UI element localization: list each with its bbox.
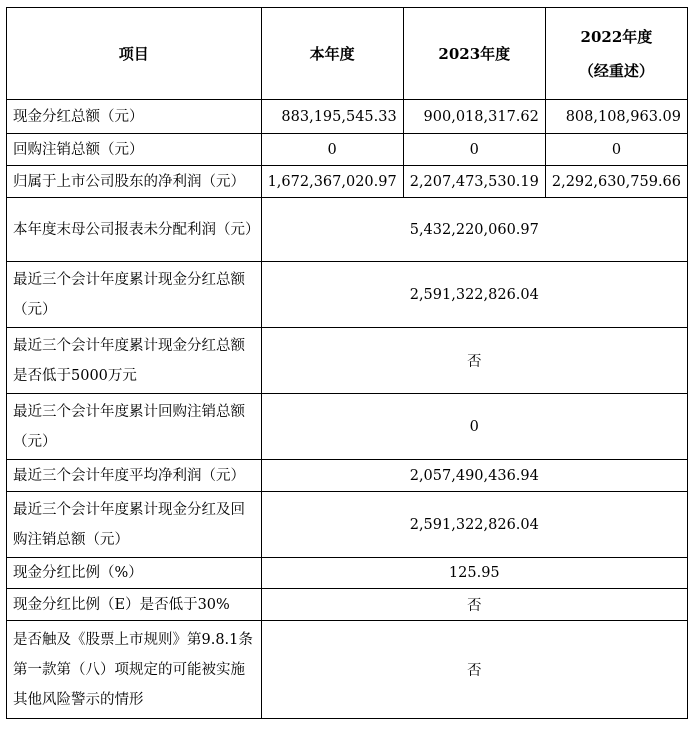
merged-value: 否 <box>261 328 687 394</box>
header-2023: 2023年度 <box>403 8 545 100</box>
row-label: 本年度末母公司报表未分配利润（元） <box>7 198 262 262</box>
table-row <box>7 460 688 492</box>
merged-value: 2,591,322,826.04 <box>261 492 687 558</box>
row-label: 归属于上市公司股东的净利润（元） <box>7 166 262 198</box>
merged-value: 否 <box>261 621 687 719</box>
row-label: 是否触及《股票上市规则》第9.8.1条第一款第（八）项规定的可能被实施其他风险警示的情形 <box>7 621 262 719</box>
header-row <box>7 8 688 100</box>
table-row <box>7 198 688 262</box>
table-row <box>7 166 688 198</box>
dividend-table <box>6 7 688 719</box>
cell-2023: 900,018,317.62 <box>403 100 545 134</box>
merged-value: 2,057,490,436.94 <box>261 460 687 492</box>
merged-value: 0 <box>261 394 687 460</box>
row-label: 回购注销总额（元） <box>7 134 262 166</box>
cell-current: 883,195,545.33 <box>261 100 403 134</box>
table-row <box>7 589 688 621</box>
merged-value: 2,591,322,826.04 <box>261 262 687 328</box>
table-row <box>7 492 688 558</box>
row-label: 现金分红比例（%） <box>7 558 262 589</box>
cell-2023: 2,207,473,530.19 <box>403 166 545 198</box>
table-row <box>7 100 688 134</box>
row-label: 最近三个会计年度平均净利润（元） <box>7 460 262 492</box>
cell-current: 0 <box>261 134 403 166</box>
cell-2022: 808,108,963.09 <box>545 100 687 134</box>
table-row <box>7 328 688 394</box>
table-row <box>7 621 688 719</box>
table-row <box>7 558 688 589</box>
cell-2022: 0 <box>545 134 687 166</box>
row-label: 最近三个会计年度累计回购注销总额（元） <box>7 394 262 460</box>
row-label: 最近三个会计年度累计现金分红总额（元） <box>7 262 262 328</box>
row-label: 最近三个会计年度累计现金分红及回购注销总额（元） <box>7 492 262 558</box>
header-current-year: 本年度 <box>261 8 403 100</box>
header-2022 <box>545 8 687 100</box>
row-label: 现金分红比例（E）是否低于30% <box>7 589 262 621</box>
cell-current: 1,672,367,020.97 <box>261 166 403 198</box>
header-2022-year: 2022年度 <box>580 27 653 46</box>
merged-value: 125.95 <box>261 558 687 589</box>
header-item: 项目 <box>7 8 262 100</box>
row-label: 最近三个会计年度累计现金分红总额是否低于5000万元 <box>7 328 262 394</box>
cell-2022: 2,292,630,759.66 <box>545 166 687 198</box>
table-row <box>7 394 688 460</box>
table-row <box>7 134 688 166</box>
table-row <box>7 262 688 328</box>
merged-value: 5,432,220,060.97 <box>261 198 687 262</box>
header-2022-restated: （经重述） <box>578 61 654 80</box>
cell-2023: 0 <box>403 134 545 166</box>
row-label: 现金分红总额（元） <box>7 100 262 134</box>
merged-value: 否 <box>261 589 687 621</box>
